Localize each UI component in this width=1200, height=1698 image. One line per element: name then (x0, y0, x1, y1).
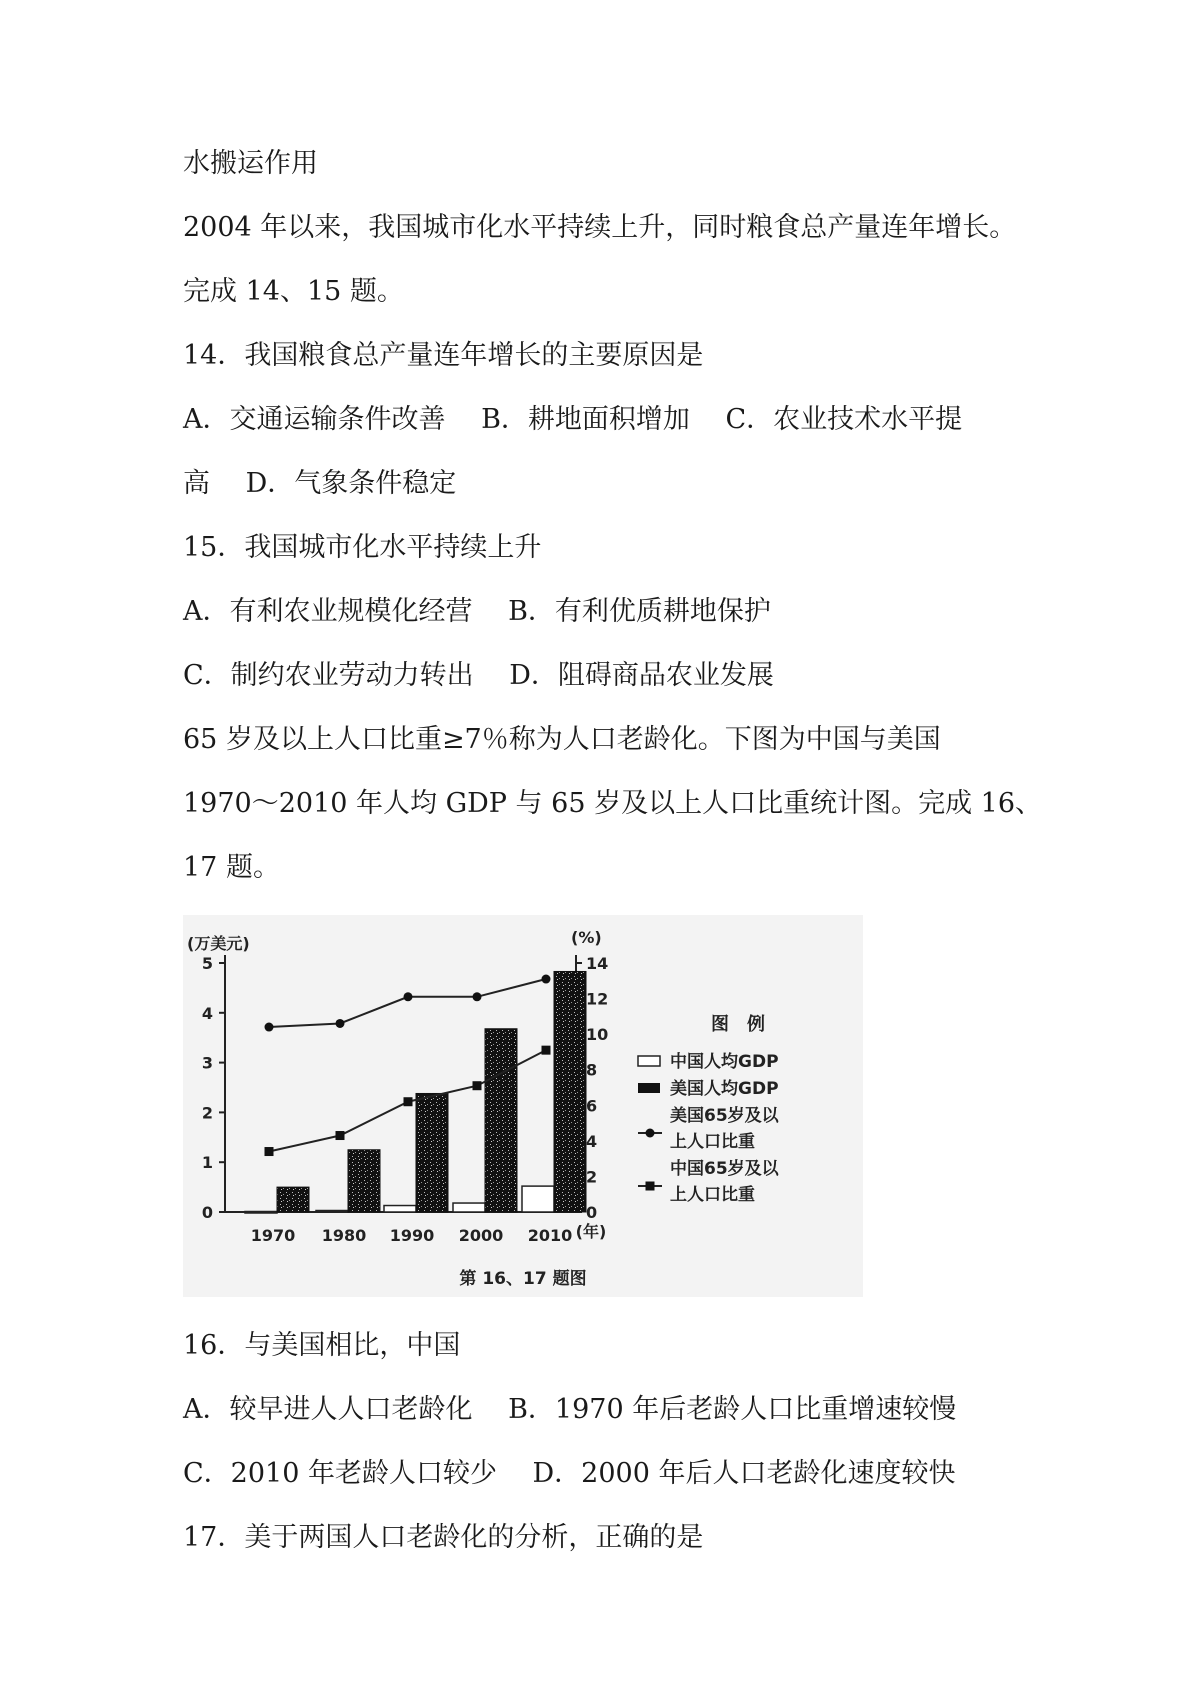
right-tick-label: 8 (586, 1060, 598, 1080)
x-tick-label: 1980 (321, 1226, 367, 1245)
question-14: 14．我国粮食总产量连年增长的主要原因是 (183, 340, 704, 371)
us-aging-point (473, 992, 482, 1001)
us-gdp-bar (348, 1150, 380, 1212)
gdp-aging-chart (183, 915, 863, 1297)
chart-svg (183, 915, 863, 1297)
right-tick-label: 2 (586, 1167, 598, 1187)
text-line-1: 水搬运作用 (183, 148, 318, 179)
question-14-options-cont: 高 D．气象条件稳定 (183, 468, 457, 499)
x-tick-label: 2010 (527, 1226, 573, 1245)
us-gdp-bar (416, 1093, 448, 1212)
text-line-3: 完成 14、15 题。 (183, 276, 404, 307)
us-gdp-bar (485, 1029, 517, 1212)
left-tick-label: 5 (201, 954, 213, 973)
question-16-options-cd: C．2010 年老龄人口较少 D．2000 年后人口老龄化速度较快 (183, 1458, 956, 1489)
right-tick-label: 0 (586, 1203, 598, 1222)
left-tick-label: 0 (201, 1203, 213, 1222)
right-tick-label: 6 (586, 1096, 598, 1116)
text-line-2: 2004 年以来，我国城市化水平持续上升，同时粮食总产量连年增长。 (183, 212, 1017, 243)
left-tick-label: 2 (201, 1103, 213, 1123)
question-14-options: A．交通运输条件改善 B．耕地面积增加 C．农业技术水平提 (183, 404, 963, 435)
right-tick-label: 4 (586, 1131, 598, 1151)
china-aging-point (473, 1081, 482, 1090)
right-tick-label: 14 (586, 954, 609, 973)
legend-label-china-aging-1: 中国65岁及以 (670, 1159, 779, 1179)
legend-label-us-aging-2: 上人口比重 (670, 1132, 755, 1152)
left-tick-label: 1 (201, 1153, 213, 1173)
china-gdp-bar (245, 1212, 277, 1214)
china-aging-point (265, 1147, 274, 1156)
intro-16-17: 65 岁及以上人口比重≥7％称为人口老龄化。下图为中国与美国 (183, 724, 941, 755)
us-aging-point (336, 1019, 345, 1028)
chart-title: 第 16、17 题图 (459, 1269, 587, 1289)
left-tick-label: 4 (201, 1003, 213, 1023)
question-16-options-ab: A．较早进人人口老龄化 B．1970 年后老龄人口比重增速较慢 (183, 1394, 957, 1425)
us-aging-point (265, 1023, 274, 1032)
intro-16-17-end: 17 题。 (183, 852, 280, 883)
right-tick-label: 10 (586, 1025, 609, 1045)
china-aging-point (404, 1097, 413, 1106)
legend-marker-us-aging (646, 1129, 655, 1138)
legend-swatch-us-gdp (638, 1083, 660, 1093)
legend-title: 图 例 (711, 1014, 765, 1035)
left-axis-label: (万美元) (187, 934, 250, 953)
legend-label-us-aging-1: 美国65岁及以 (670, 1106, 779, 1126)
china-gdp-bar (316, 1211, 348, 1213)
china-aging-point (336, 1131, 345, 1140)
legend-label-us-gdp: 美国人均GDP (670, 1079, 779, 1099)
right-tick-label: 12 (586, 989, 609, 1009)
x-tick-label: 1990 (389, 1226, 435, 1245)
question-15: 15．我国城市化水平持续上升 (183, 532, 542, 563)
us-aging-point (542, 975, 551, 984)
x-axis-unit: (年) (575, 1222, 607, 1241)
us-gdp-bar (554, 971, 586, 1212)
legend-swatch-china-gdp (638, 1056, 660, 1066)
intro-16-17-cont: 1970～2010 年人均 GDP 与 65 岁及以上人口比重统计图。完成 16、 (183, 788, 1043, 819)
x-tick-label: 2000 (458, 1226, 504, 1245)
us-gdp-bar (277, 1187, 309, 1212)
china-gdp-bar (522, 1186, 554, 1212)
question-15-options-ab: A．有利农业规模化经营 B．有利优质耕地保护 (183, 596, 771, 627)
question-15-options-cd: C．制约农业劳动力转出 D．阻碍商品农业发展 (183, 660, 774, 691)
china-gdp-bar (384, 1206, 416, 1212)
question-16: 16．与美国相比，中国 (183, 1330, 461, 1361)
legend-label-china-aging-2: 上人口比重 (670, 1185, 755, 1205)
legend-label-china-gdp: 中国人均GDP (670, 1052, 779, 1072)
china-aging-point (542, 1046, 551, 1055)
us-aging-point (404, 992, 413, 1001)
x-tick-label: 1970 (250, 1226, 296, 1245)
legend-marker-china-aging (646, 1182, 655, 1191)
right-axis-label: (%) (571, 928, 602, 947)
question-17: 17．美于两国人口老龄化的分析，正确的是 (183, 1522, 704, 1553)
left-tick-label: 3 (201, 1053, 213, 1073)
us-aging-line (269, 979, 546, 1027)
china-gdp-bar (453, 1203, 485, 1212)
